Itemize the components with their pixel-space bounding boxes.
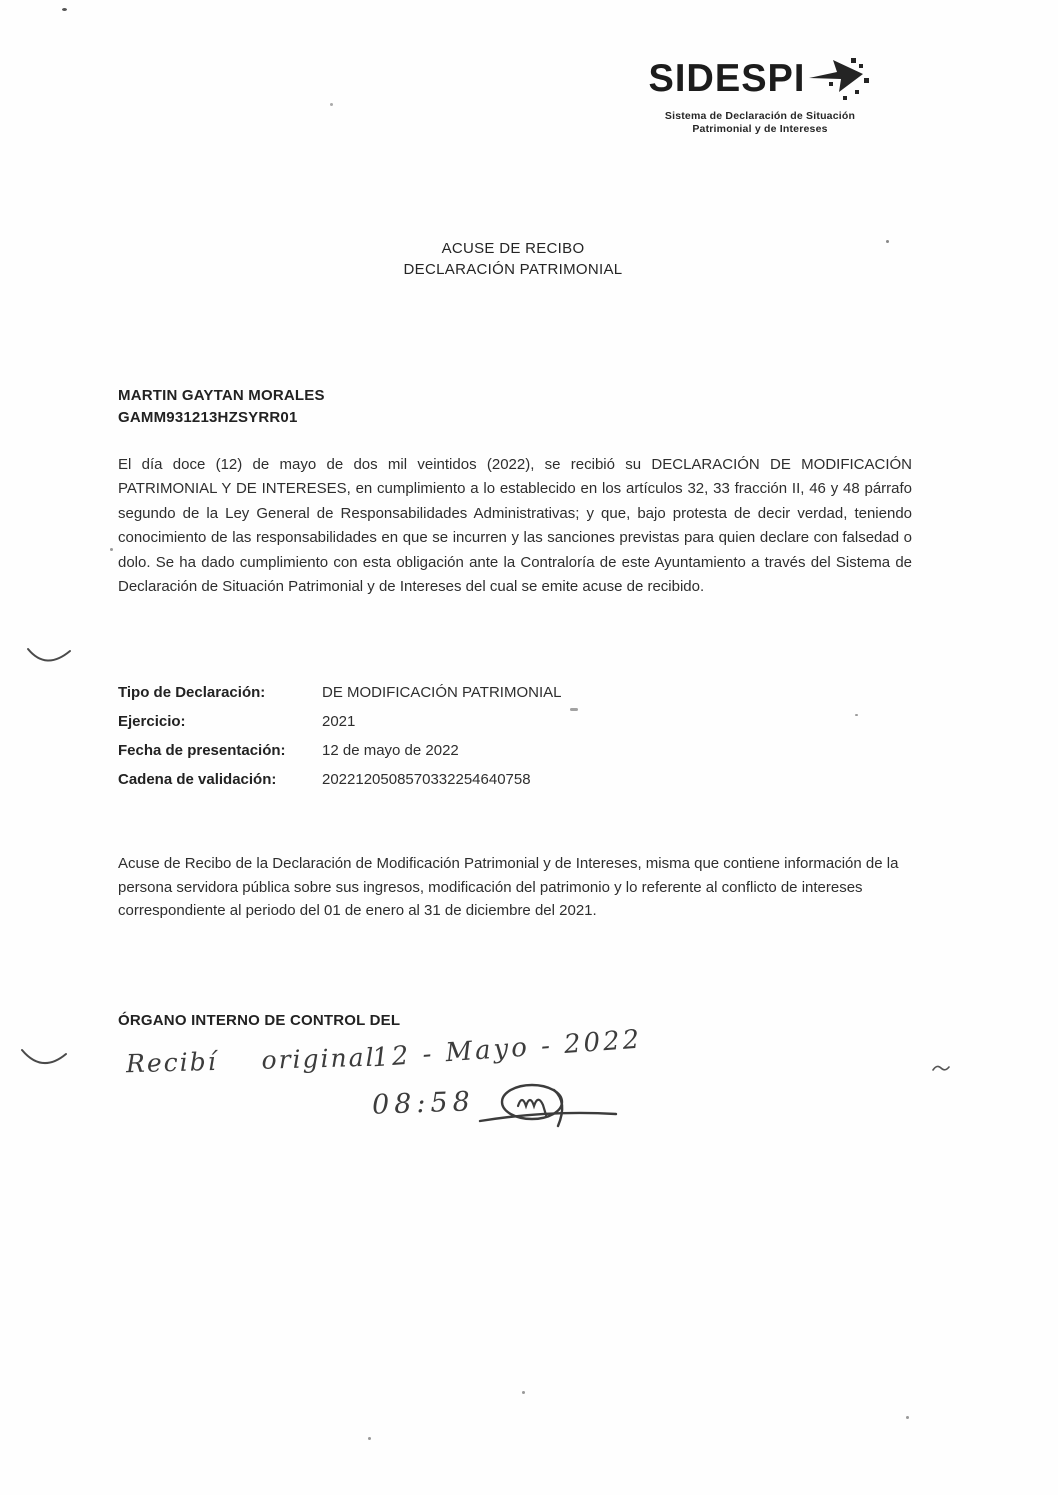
scan-artifact — [368, 1437, 371, 1440]
document-title-line2: DECLARACIÓN PATRIMONIAL — [403, 261, 623, 278]
scan-artifact — [855, 714, 858, 716]
scan-artifact — [886, 240, 889, 243]
scan-artifact — [906, 1416, 909, 1419]
scan-artifact — [330, 103, 333, 106]
handwritten-date: 12 - Mayo - 2022 — [371, 1024, 644, 1074]
handwritten-underline — [478, 1108, 618, 1129]
scan-artifact — [110, 548, 113, 551]
field-row-cadena — [118, 765, 818, 794]
scan-artifact — [522, 1391, 525, 1394]
scan-artifact — [570, 708, 578, 711]
scan-artifact-curve — [932, 1060, 950, 1078]
field-row-fecha — [118, 736, 818, 765]
field-value: 2022120508570332254640758 — [322, 771, 531, 788]
scan-artifact-curve — [20, 1046, 68, 1079]
declaration-fields — [118, 678, 818, 794]
field-label: Cadena de validación: — [118, 771, 277, 788]
field-label: Tipo de Declaración: — [118, 684, 266, 701]
declarant-curp: GAMM931213HZSYRR01 — [118, 409, 298, 426]
document-title — [118, 238, 908, 280]
field-value: 12 de mayo de 2022 — [322, 742, 459, 759]
logo-tagline-line1: Sistema de Declaración de Situación — [664, 110, 856, 122]
footer-paragraph: Acuse de Recibo de la Declaración de Modificación Patrimonial y de Intereses, misma que contiene información de la persona servidora pública sobre sus ingresos, modificación del patrimonio y lo referente al conflicto de intereses correspondiente al periodo del 01 de enero al 31 de diciembre del 2021. — [118, 855, 899, 919]
field-value: 2021 — [322, 713, 356, 730]
field-label: Fecha de presentación: — [118, 742, 286, 759]
logo-tagline-line2: Patrimonial y de Intereses — [692, 123, 828, 135]
scan-artifact-curve — [26, 645, 72, 676]
logo-arrow-icon — [807, 52, 871, 109]
scan-artifact — [62, 8, 67, 11]
declarant-name: MARTIN GAYTAN MORALES — [118, 387, 325, 404]
handwritten-time: 08:58 — [371, 1086, 476, 1121]
body-paragraph: El día doce (12) de mayo de dos mil veintidos (2022), se recibió su DECLARACIÓN DE MODIFICACIÓN PATRIMONIAL Y DE INTERESES, en cumplimiento a lo establecido en los artículos 32, 33 fracción II, 46 y 48 párrafo segundo de la Ley General de Responsabilidades Administrativas; y que, bajo protesta de decir verdad, teniendo conocimiento de las responsabilidades en que se incurren y las sanciones previstas para quien declare con falsedad o dolo. Se ha dado cumplimiento con esta obligación ante la Contraloría de este Ayuntamiento a través del Sistema de Declaración de Situación Patrimonial y de Intereses del cual se emite acuse de recibido. — [118, 456, 912, 596]
document-title-line1: ACUSE DE RECIBO — [441, 240, 585, 257]
field-row-ejercicio — [118, 707, 818, 736]
field-label: Ejercicio: — [118, 713, 186, 730]
logo-wordmark: SIDESPI — [648, 57, 806, 101]
declarant-block — [118, 385, 325, 429]
organ-heading: ÓRGANO INTERNO DE CONTROL DEL — [118, 1012, 401, 1029]
sidespi-logo — [640, 58, 880, 136]
field-row-tipo — [118, 678, 818, 707]
field-value: DE MODIFICACIÓN PATRIMONIAL — [322, 684, 562, 701]
handwritten-received-note: Recibí original — [125, 1042, 376, 1079]
